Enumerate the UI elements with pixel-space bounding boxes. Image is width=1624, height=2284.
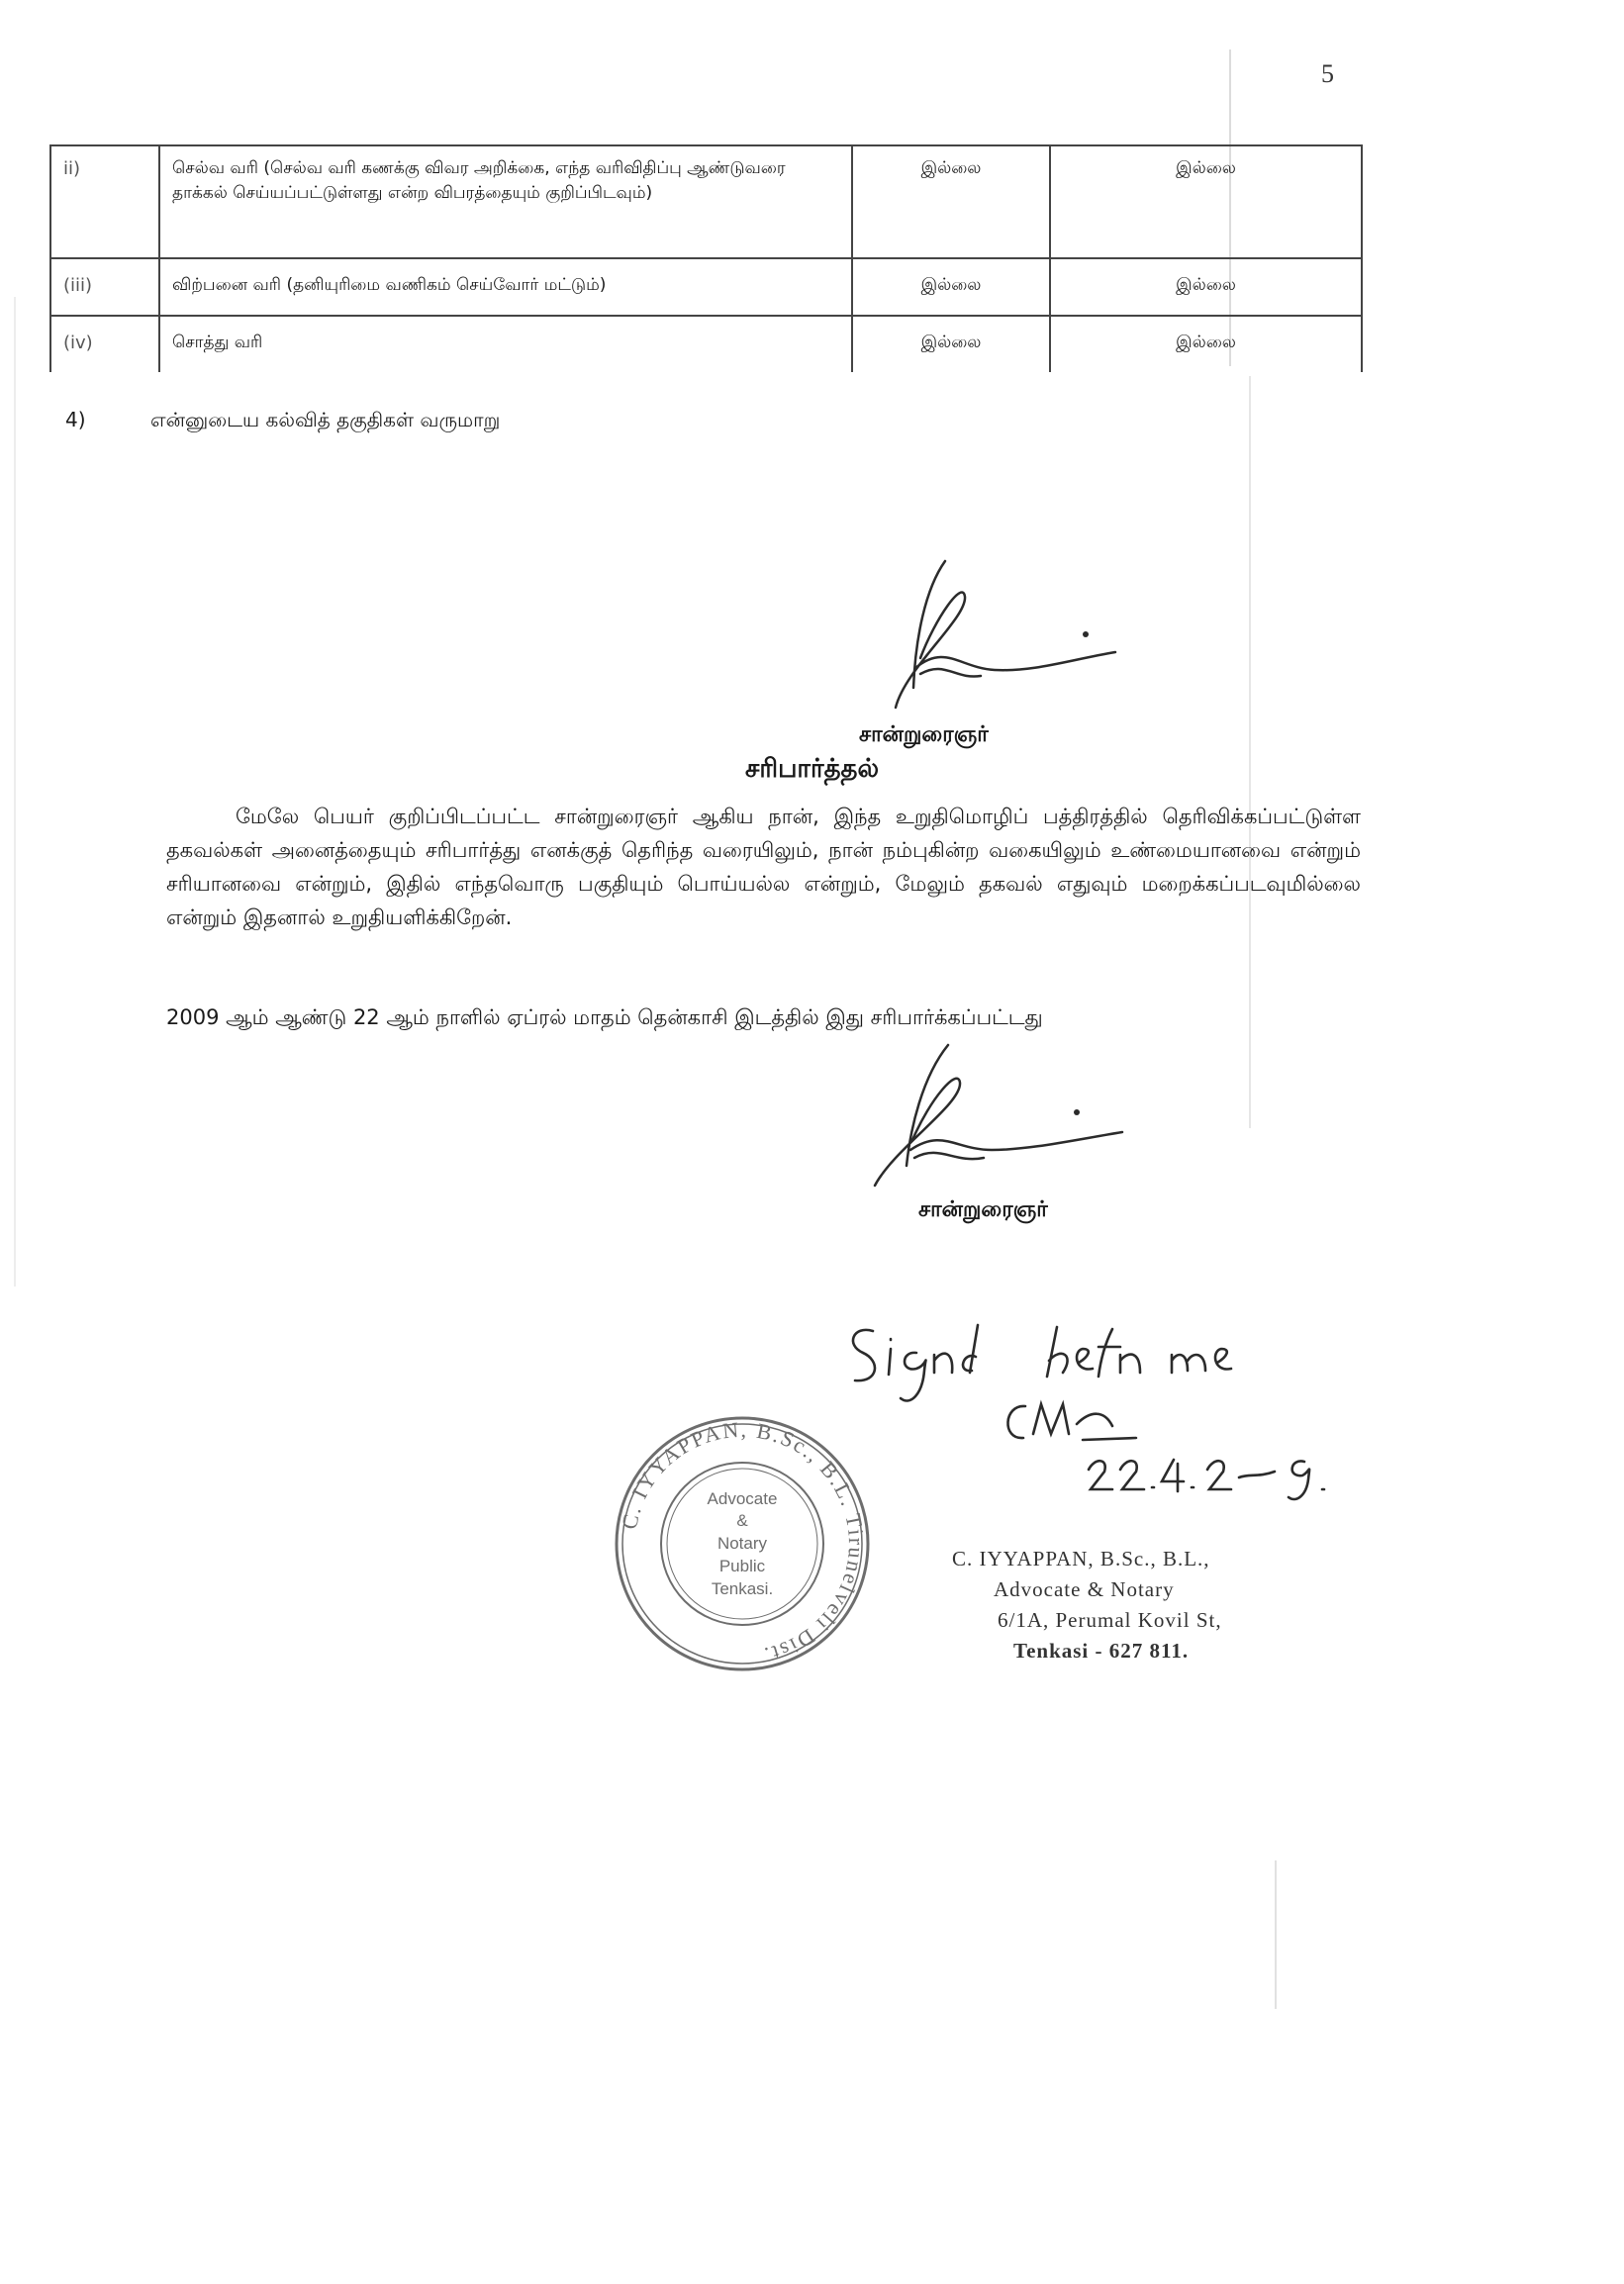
row-description: விற்பனை வரி (தனியுரிமை வணிகம் செய்வோர் மட்டும்) (159, 258, 852, 316)
deponent-label: சான்றுரைஞர் (859, 722, 989, 747)
stamp-center-line: Notary (716, 1534, 768, 1553)
stamp-ring-text: C. IYYAPPAN, B.Sc., B.L. Tirunelveli Dist. (616, 1416, 870, 1668)
item-text: என்னுடைய கல்வித் தகுதிகள் வருமாறு (150, 408, 501, 431)
deponent-label: சான்றுரைஞர் (918, 1197, 1048, 1222)
row-number: ii) (50, 145, 159, 258)
table-row (50, 316, 1362, 372)
notary-street: 6/1A, Perumal Kovil St, (998, 1608, 1222, 1632)
table-row (50, 258, 1362, 316)
row-value: இல்லை (852, 316, 1050, 372)
stamp-center-line: Tenkasi. (711, 1579, 774, 1598)
tax-table (49, 144, 1363, 372)
notary-address-block (952, 1544, 1222, 1666)
item-number: 4) (65, 408, 86, 431)
handwritten-note (839, 1311, 1354, 1534)
row-description: செல்வ வரி (செல்வ வரி கணக்கு விவர அறிக்கை, எந்த வரிவிதிப்பு ஆண்டுவரை தாக்கல் செய்யப்பட்டுள்ளது என்ற விபரத்தையும் குறிப்பிடவும்) (159, 145, 852, 258)
table-row (50, 145, 1362, 258)
notary-name: C. IYYAPPAN, B.Sc., B.L., (952, 1547, 1210, 1570)
row-value: இல்லை (1050, 145, 1362, 258)
row-number: (iii) (50, 258, 159, 316)
education-item (65, 408, 500, 434)
verification-date-line: 2009 ஆம் ஆண்டு 22 ஆம் நாளில் ஏப்ரல் மாதம் தென்காசி இடத்தில் இது சரிபார்க்கப்பட்டது (166, 1005, 1043, 1029)
scan-edge-mark (14, 297, 16, 1286)
row-number: (iv) (50, 316, 159, 372)
row-value: இல்லை (852, 258, 1050, 316)
verification-body: மேலே பெயர் குறிப்பிடப்பட்ட சான்றுரைஞர் ஆகிய நான், இந்த உறுதிமொழிப் பத்திரத்தில் தெரிவிக்கப்பட்டுள்ள தகவல்கள் அனைத்தையும் சரிபார்த்து எனக்குத் தெரிந்த வரையிலும், நான் நம்புகின்ற வகையிலும் உண்மையானவை என்றும் சரியானவை என்றும், இதில் எந்தவொரு பகுதியும் பொய்யல்ல என்றும், மேலும் தகவல் எதுவும் மறைக்கப்படவுமில்லை என்றும் இதனால் உறுதியளிக்கிறேன். (166, 805, 1361, 929)
stamp-center-line: & (736, 1511, 748, 1530)
row-value: இல்லை (1050, 258, 1362, 316)
row-value: இல்லை (852, 145, 1050, 258)
page-number: 5 (1321, 59, 1334, 88)
scan-edge-mark (1275, 1860, 1277, 2009)
stamp-center-line: Advocate (707, 1489, 778, 1508)
deponent-signature (886, 549, 1123, 717)
row-description: சொத்து வரி (159, 316, 852, 372)
notary-stamp (609, 1410, 876, 1677)
row-value: இல்லை (1050, 316, 1362, 372)
notary-city: Tenkasi - 627 811. (1013, 1639, 1190, 1663)
verification-heading: சரிபார்த்தல் (744, 754, 880, 784)
stamp-center-line: Public (718, 1557, 766, 1575)
notary-title: Advocate & Notary (994, 1577, 1175, 1601)
deponent-signature (861, 1037, 1128, 1195)
